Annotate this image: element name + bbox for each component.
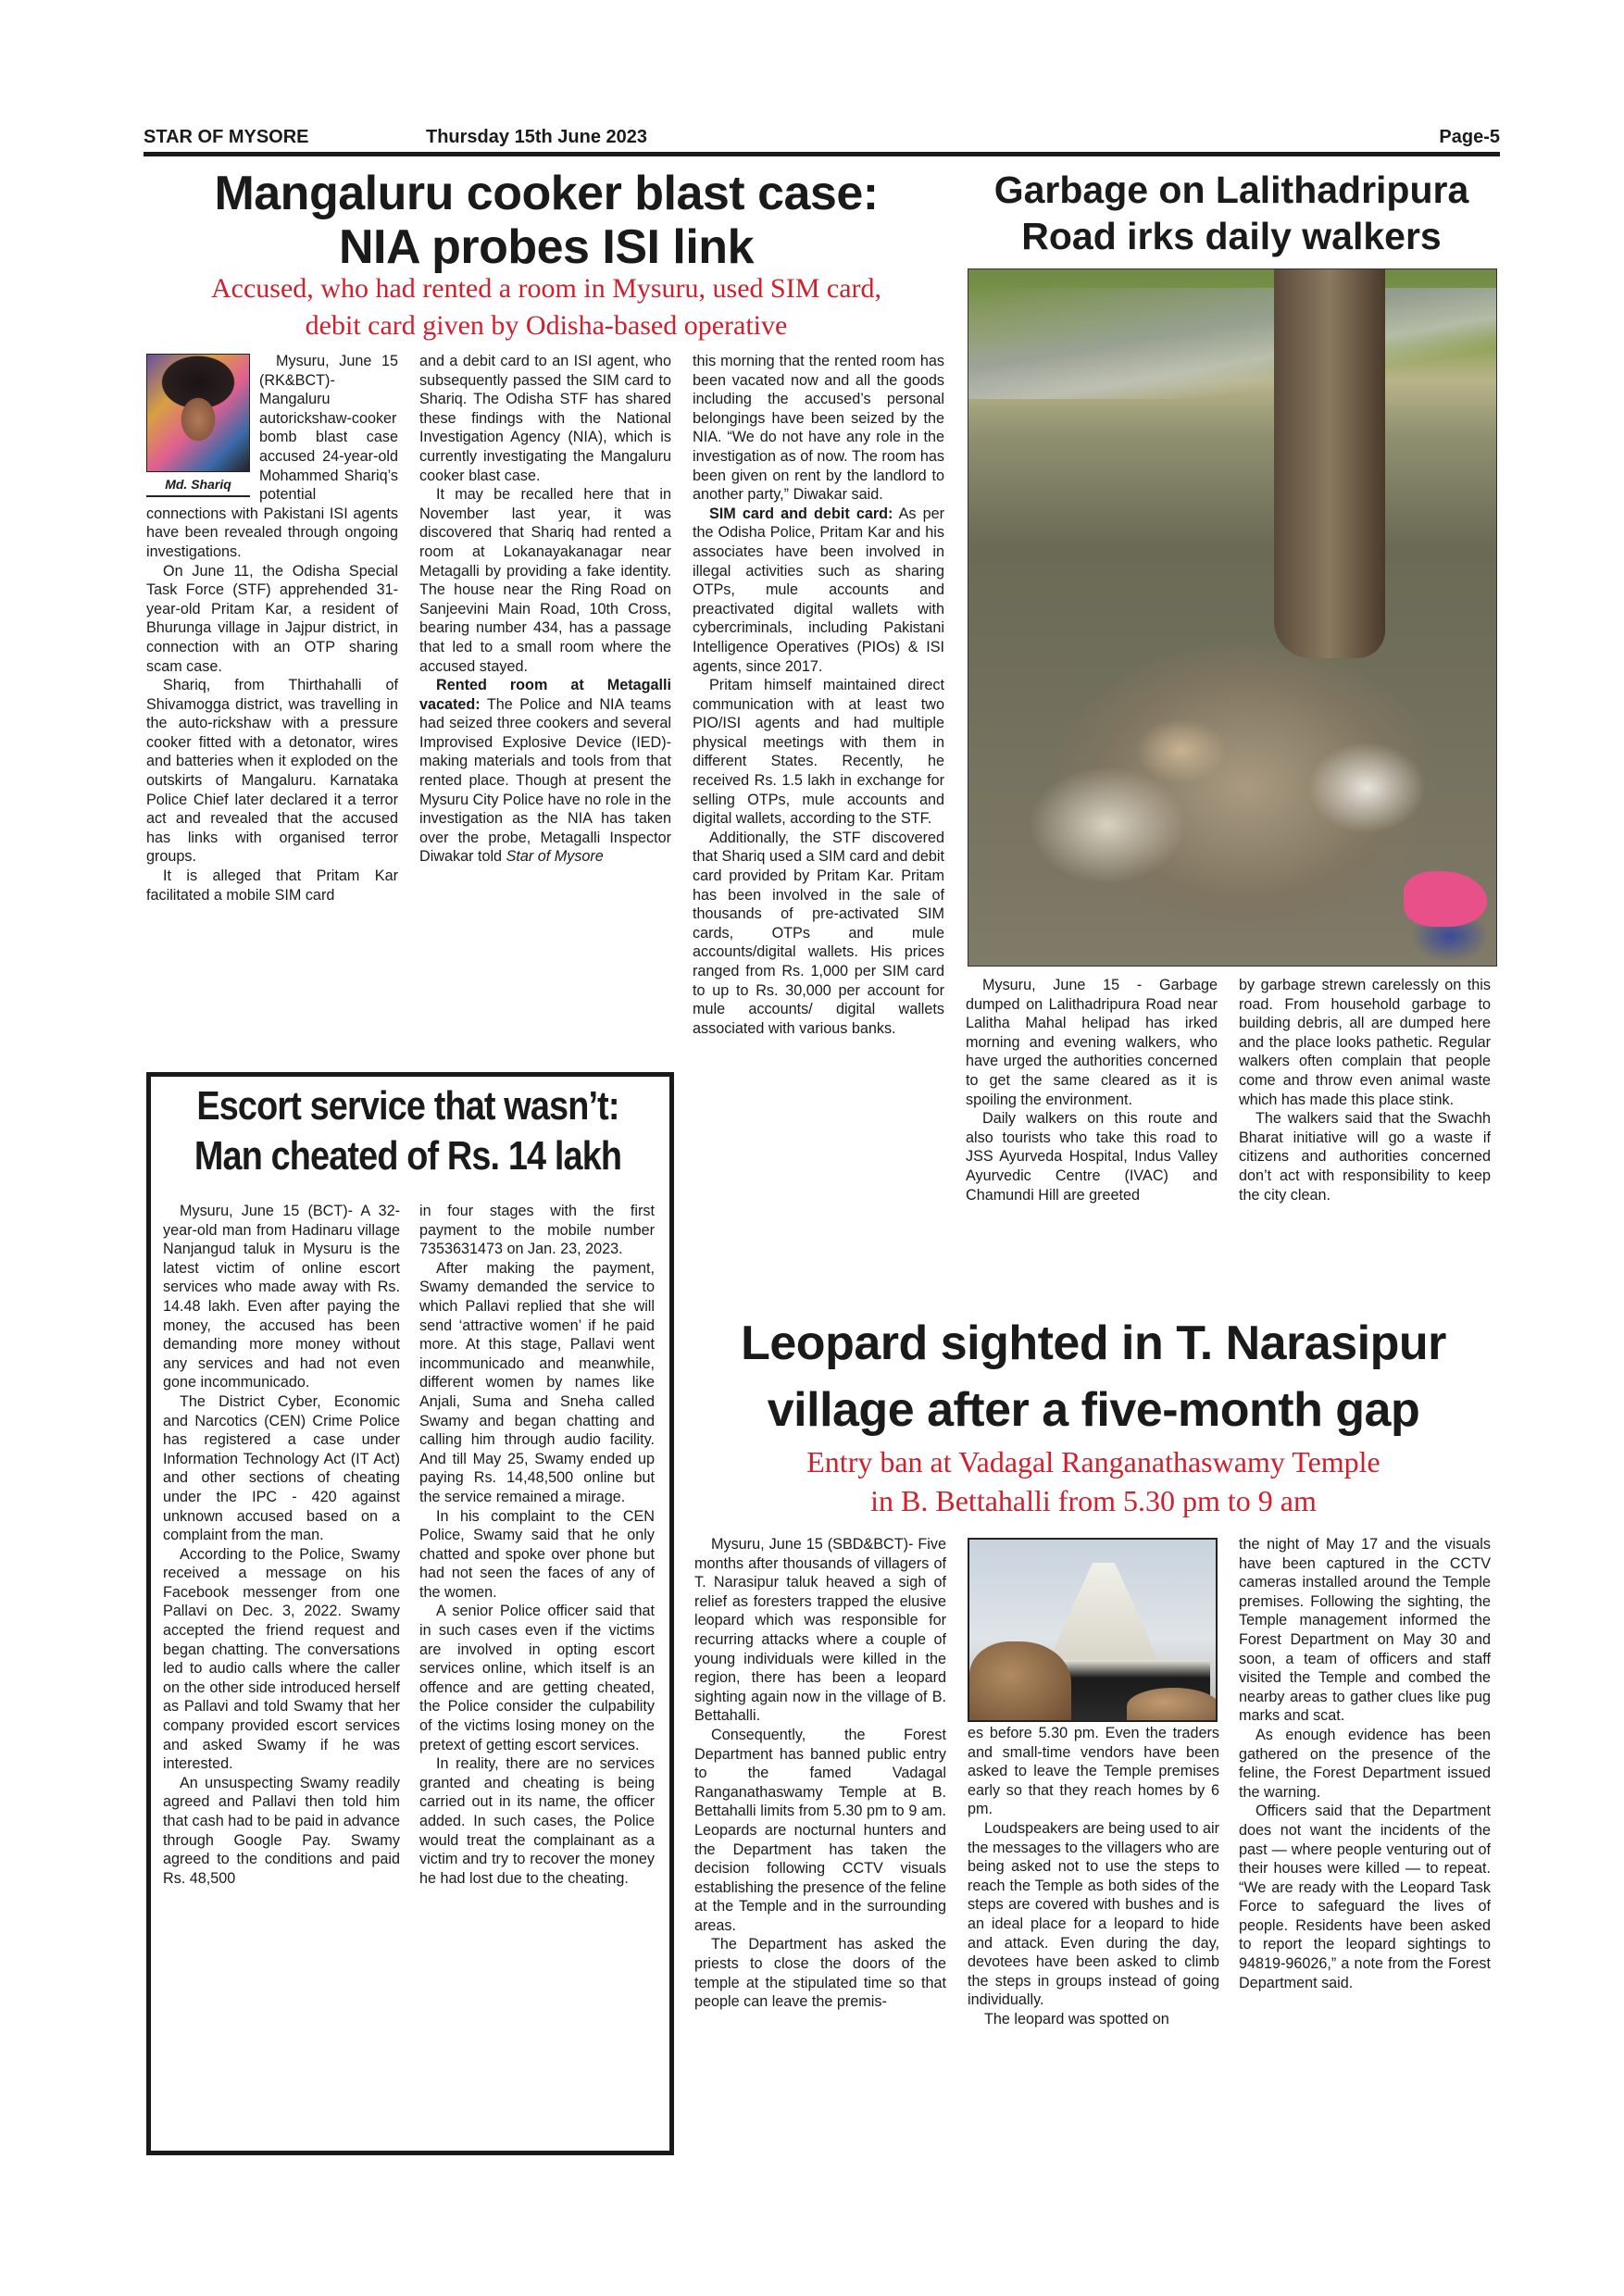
temple-photo	[968, 1538, 1218, 1722]
paragraph: this morning that the rented room has been vacated now and all the goods including the accused’s personal belongings have been seized by the NIA. “We do not have any role in the investigation as of now. The room has been given on rent by the landlord to another party,” Diwakar said.	[693, 353, 944, 504]
paragraph: Consequently, the Forest Department has banned public entry to the famed Vadagal Ranganathaswamy Temple at B. Bettahalli limits from 5.30 pm to 9 am. Leopards are nocturnal hunters and the Department has taken the decision following CCTV visuals establishing the presence of the feline at the Temple and in the surrounding areas.	[694, 1726, 946, 1934]
story4-column-1	[694, 1535, 946, 2012]
paragraph: In his complaint to the CEN Police, Swamy said that he only chatted and spoke over phone but had not seen the faces of any of the women.	[419, 1507, 655, 1601]
paragraph: Mysuru, June 15 - Garbage dumped on Lalithadripura Road near Lalitha Mahal helipad has irked morning and evening walkers, who have urged the authorities concerned to get the same cleared as it is spoiling the environment.	[966, 977, 1218, 1108]
accused-photo	[146, 354, 250, 493]
paragraph-text: As per the Odisha Police, Pritam Kar and his associates have been involved in illegal activities such as sharing OTPs, mule accounts and preactivated digital wallets with cybercriminals, including Pakistani Intelligence Operatives (PIOs) & ISI agents, since 2017.	[693, 505, 944, 675]
subheadline-line: in B. Bettahalli from 5.30 pm to 9 am	[870, 1484, 1317, 1517]
masthead-rule	[144, 152, 1500, 156]
paragraph-text: The Police and NIA teams had seized three cookers and several Improvised Explosive Device (IED)-making materials and tools from that rented place. Though at present the Mysuru City Police have no role in the investigation as the NIA has taken over the probe, Metagalli Inspector Diwakar told	[419, 695, 671, 866]
paragraph: Pritam himself maintained direct communication with at least two PIO/ISI agents and had multiple physical meetings with them in different States. Recently, he received Rs. 1.5 lakh in exchange for selling OTPs, mule accounts and digital wallets, according to the STF.	[693, 677, 944, 828]
paragraph: Mysuru, June 15 (BCT)- A 32-year-old man from Hadinaru village Nanjangud taluk in Mysuru is the latest victim of online escort services who made away with Rs. 14.48 lakh. Even after paying the money, the accused has been demanding more money without any services and had not even gone incommunicado.	[163, 1203, 400, 1391]
paragraph: In reality, there are no services granted and cheating is being carried out in its name, the officer added. In such cases, the Police would treat the complainant as a victim and try to recover the money he had lost due to the cheating.	[419, 1755, 655, 1887]
story4-subheadline	[687, 1442, 1500, 1520]
story3-column-1	[163, 1202, 400, 1888]
page-number: Page-5	[1439, 127, 1500, 147]
headline-line: Man cheated of Rs. 14 lakh	[194, 1133, 622, 1179]
paragraph: by garbage strewn carelessly on this road. From household garbage to building debris, all are dumped here and the place looks pathetic. Regular walkers often complain that people come and throw even animal waste which has made this place stink.	[1239, 977, 1491, 1108]
paragraph: in four stages with the first payment to the mobile number 7353631473 on Jan. 23, 2023.	[419, 1203, 655, 1258]
masthead	[144, 125, 1500, 153]
headline-line: Escort service that wasn’t:	[196, 1083, 619, 1129]
story3-column-2	[419, 1202, 655, 1888]
newspaper-name: STAR OF MYSORE	[144, 127, 309, 147]
story3-headline	[191, 1081, 625, 1181]
paragraph: As enough evidence has been gathered on the presence of the feline, the Forest Department issued the warning.	[1239, 1726, 1491, 1801]
issue-date: Thursday 15th June 2023	[426, 127, 647, 147]
boulder-shape	[969, 1641, 1071, 1722]
headline-line: village after a five-month gap	[767, 1383, 1420, 1437]
paragraph: and a debit card to an ISI agent, who subsequently passed the SIM card to Shariq. The Odisha STF has shared these findings with the National Investigation Agency (NIA), which is currently investigating the Mangaluru cooker blast case.	[419, 353, 671, 484]
paragraph: The Department has asked the priests to close the doors of the temple at the stipulated time so that people can leave the premis-	[694, 1936, 946, 2011]
story1-column-3	[693, 352, 944, 1038]
tree-trunk-shape	[1274, 269, 1385, 658]
story2-column-1	[966, 976, 1218, 1204]
paragraph	[693, 505, 944, 676]
story1-headline	[144, 167, 949, 274]
headline-line: Road irks daily walkers	[1021, 215, 1442, 257]
photo-caption: Md. Shariq	[146, 475, 250, 497]
paragraph: It may be recalled here that in November last year, it was discovered that Shariq had rented a room at Lokanayakanagar near Metagalli by providing a fake identity. The house near the Ring Road on Sanjeevini Main Road, 10th Cross, bearing number 434, has a passage that led to a small room where the accused stayed.	[419, 486, 671, 675]
crosshead: Rented room at Metagalli vacated:	[419, 677, 671, 713]
story4-headline	[687, 1310, 1500, 1443]
road-shape	[968, 288, 1496, 399]
subheadline-line: Accused, who had rented a room in Mysuru, used SIM card,	[211, 273, 881, 304]
boulder-shape	[1127, 1688, 1218, 1722]
paragraph: After making the payment, Swamy demanded the service to which Pallavi replied that she will send ‘attractive women’ if he paid more. At this stage, Pallavi went incommunicado and meanwhile, different women by names like Anjali, Suma and Sneha called Swamy and began chatting and calling him through audio facility. And till May 25, Swamy ended up paying Rs. 14,48,500 online but the service remained a mirage.	[419, 1259, 655, 1505]
paragraph	[419, 676, 671, 867]
paragraph: Additionally, the STF discovered that Shariq used a SIM card and debit card provided by Pritam Kar. Pritam has been involved in the sale of thousands of pre-activated SIM cards, OTPs and mule accounts/digital wallets. His prices ranged from Rs. 1,000 per SIM card to up to Rs. 30,000 per account for mule accounts/ digital wallets associated with various banks.	[693, 829, 944, 1037]
subheadline-line: Entry ban at Vadagal Ranganathaswamy Temple	[806, 1445, 1380, 1479]
paragraph: Officers said that the Department does not want the incidents of the past — where people venturing out of their houses were killed — to repeat. “We are ready with the Leopard Task Force to safeguard the lives of people. Residents have been asked to report the leopard sightings to 94819-96026,” a note from the Forest Department said.	[1239, 1803, 1491, 1991]
garbage-bag-shape	[1404, 871, 1487, 927]
paragraph: es before 5.30 pm. Even the traders and small-time vendors have been asked to leave the Temple premises early so that they reach homes by 6 pm.	[968, 1725, 1219, 1818]
portrait-image	[146, 354, 250, 472]
subheadline-line: debit card given by Odisha-based operative	[305, 310, 788, 341]
story4-column-2	[968, 1724, 1219, 2029]
temple-tower-shape	[1048, 1563, 1159, 1665]
garbage-photo	[968, 268, 1497, 967]
headline-line: Mangaluru cooker blast case:	[214, 167, 879, 220]
paragraph: the night of May 17 and the visuals have been captured in the CCTV cameras installed around the Temple premises. Following the sighting, the Temple management informed the Forest Department on May 30 and soon, a team of officers and staff visited the Temple and combed the nearby areas to gather clues like pug marks and scat.	[1239, 1536, 1491, 1725]
paragraph: Daily walkers on this route and also tourists who take this road to JSS Ayurveda Hospital, Indus Valley Ayurvedic Centre (IVAC) and Chamundi Hill are greeted	[966, 1110, 1218, 1204]
headline-line: NIA probes ISI link	[339, 220, 754, 274]
story1-column-2	[419, 352, 671, 867]
publication-name: Star of Mysore	[506, 848, 604, 866]
paragraph: The leopard was spotted on	[984, 2010, 1169, 2028]
story4-column-3	[1239, 1535, 1491, 1992]
paragraph: A senior Police officer said that in such cases even if the victims are involved in opting escort services online, which itself is an offence and are getting cheated, the Police consider the culpability of the victims losing money on the pretext of getting escort services.	[419, 1603, 655, 1753]
paragraph: An unsuspecting Swamy readily agreed and Pallavi then told him that cash had to be paid in advance through Google Pay. Swamy agreed to the conditions and paid Rs. 48,500	[163, 1774, 400, 1887]
paragraph: Mysuru, June 15 (SBD&BCT)- Five months after thousands of villagers of T. Narasipur taluk heaved a sigh of relief as foresters trapped the elusive leopard which was responsible for recurring attacks where a couple of young individuals were killed in the region, there has been a leopard sighting again now in the village of B. Bettahalli.	[694, 1536, 946, 1725]
story2-column-2	[1239, 976, 1491, 1204]
story1-column-1	[146, 352, 398, 905]
crosshead: SIM card and debit card:	[709, 505, 893, 522]
paragraph: On June 11, the Odisha Special Task Force (STF) apprehended 31-year-old Pritam Kar, a resident of Bhurunga village in Jajpur district, in connection with an OTP sharing scam case.	[146, 562, 398, 675]
paragraph: The District Cyber, Economic and Narcotics (CEN) Crime Police has registered a case under Information Technology Act (IT Act) and other sections of cheating under the IPC - 420 against unknown accused based on a complaint from the man.	[163, 1392, 400, 1544]
paragraph: The walkers said that the Swachh Bharat initiative will go a waste if citizens and authorities concerned don’t act with responsibility to keep the city clean.	[1239, 1110, 1491, 1204]
paragraph: It is alleged that Pritam Kar facilitated a mobile SIM card	[146, 867, 398, 904]
paragraph: Loudspeakers are being used to air the messages to the villagers who are being asked not to use the steps to reach the Temple as both sides of the steps are covered with bushes and is an ideal place for a leopard to hide and attack. Even during the day, devotees have been asked to climb the steps in groups instead of going individually.	[968, 1819, 1219, 2009]
paragraph: Shariq, from Thirthahalli of Shivamogga district, was travelling in the auto-rickshaw with a pressure cooker fitted with a detonator, wires and batteries when it exploded on the outskirts of Mangaluru. Karnataka Police Chief later declared it a terror act and revealed that the accused has links with organised terror groups.	[146, 677, 398, 866]
story1-subheadline	[144, 270, 949, 344]
paragraph: Mysuru, June 15 (RK&BCT)- Mangaluru autorickshaw-cooker bomb blast case accused 24-year-old Mohammed Shariq’s potential connections with Pakistani ISI agents have been revealed through ongoing investigations.	[146, 353, 398, 560]
headline-line: Leopard sighted in T. Narasipur	[741, 1316, 1446, 1370]
paragraph: According to the Police, Swamy received a message on his Facebook messenger from one Pallavi on Dec. 3, 2022. Swamy accepted the friend request and began chatting. The conversations led to audio calls where the caller on the other side introduced herself as Pallavi and told Swamy that her company provided escort services and asked Swamy if he was interested.	[163, 1545, 400, 1773]
headline-line: Garbage on Lalithadripura	[993, 168, 1469, 211]
story2-headline	[963, 167, 1500, 259]
